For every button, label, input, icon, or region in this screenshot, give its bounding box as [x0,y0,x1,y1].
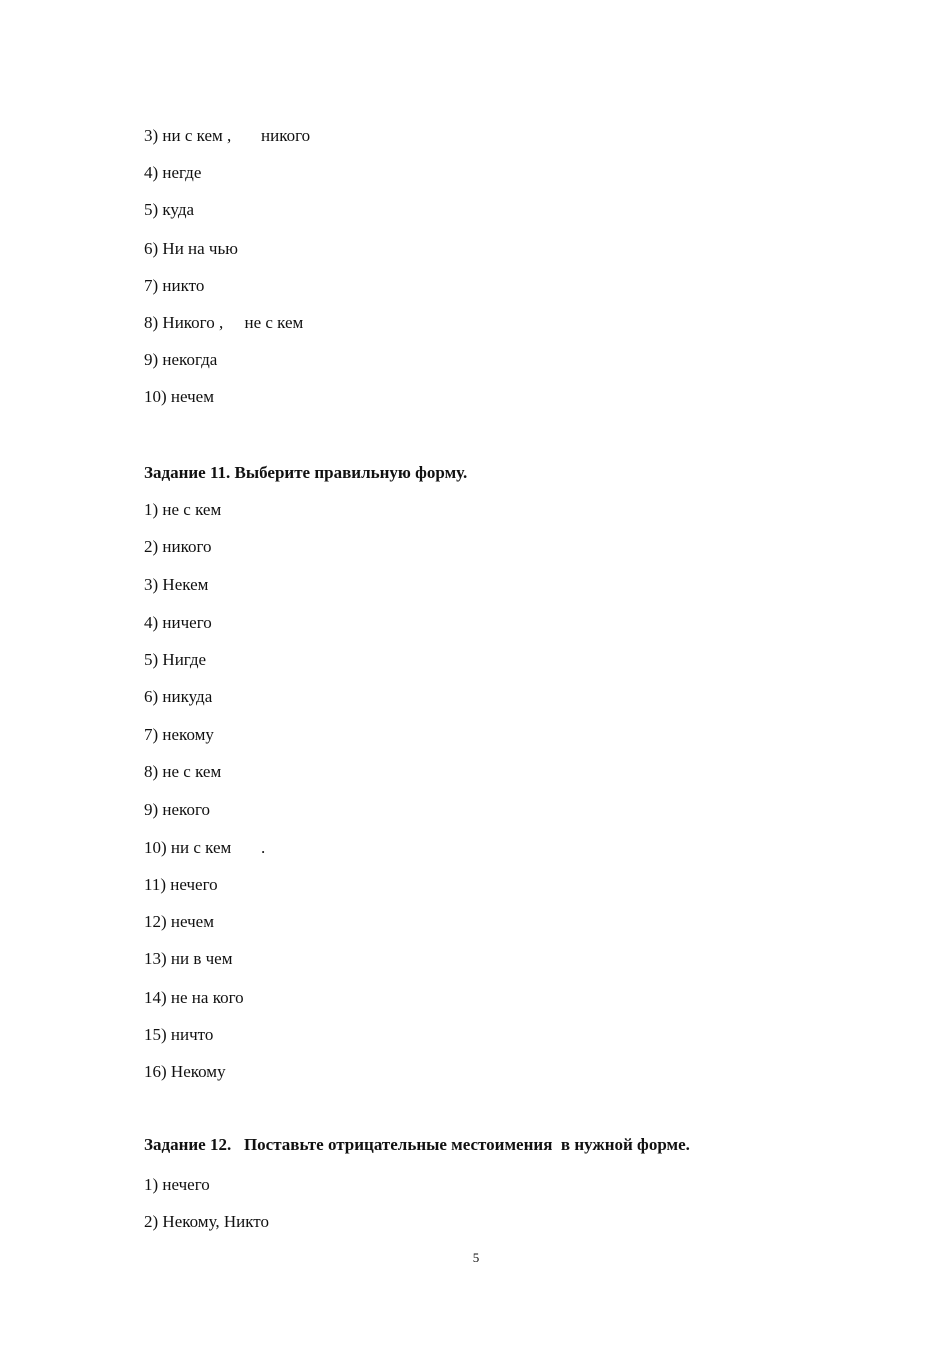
answer-item: 3) ни с кем , никого [144,126,311,145]
answer-item: 9) некогда [144,350,218,369]
answer-item: 1) нечего [144,1175,210,1194]
answer-item: 6) Ни на чью [144,239,238,258]
answer-item: 2) Некому, Никто [144,1212,269,1231]
answer-item: 5) Нигде [144,650,207,669]
answer-item: 13) ни в чем [144,949,233,968]
answer-item: 3) Некем [144,575,209,594]
answer-item: 4) негде [144,163,202,182]
answer-item: 7) некому [144,725,214,744]
answer-item: 10) ни с кем . [144,838,266,857]
page-number: 5 [472,1250,480,1265]
section-11-heading: Задание 11. Выберите правильную форму. [144,463,468,482]
answer-item: 9) некого [144,800,210,819]
answer-item: 4) ничего [144,613,212,632]
answer-item: 10) нечем [144,387,214,406]
answer-item: 11) нечего [144,875,218,894]
answer-item: 15) ничто [144,1025,214,1044]
answer-item: 8) не с кем [144,762,222,781]
answer-item: 8) Никого , не с кем [144,313,304,332]
answer-item: 16) Некому [144,1062,226,1081]
answer-item: 14) не на кого [144,988,244,1007]
answer-item: 2) никого [144,537,212,556]
answer-item: 1) не с кем [144,500,222,519]
answer-item: 12) нечем [144,912,214,931]
answer-item: 7) никто [144,276,205,295]
answer-item: 5) куда [144,200,195,219]
section-12-heading: Задание 12. Поставьте отрицательные местоимения в нужной форме. [144,1135,690,1154]
answer-item: 6) никуда [144,687,213,706]
